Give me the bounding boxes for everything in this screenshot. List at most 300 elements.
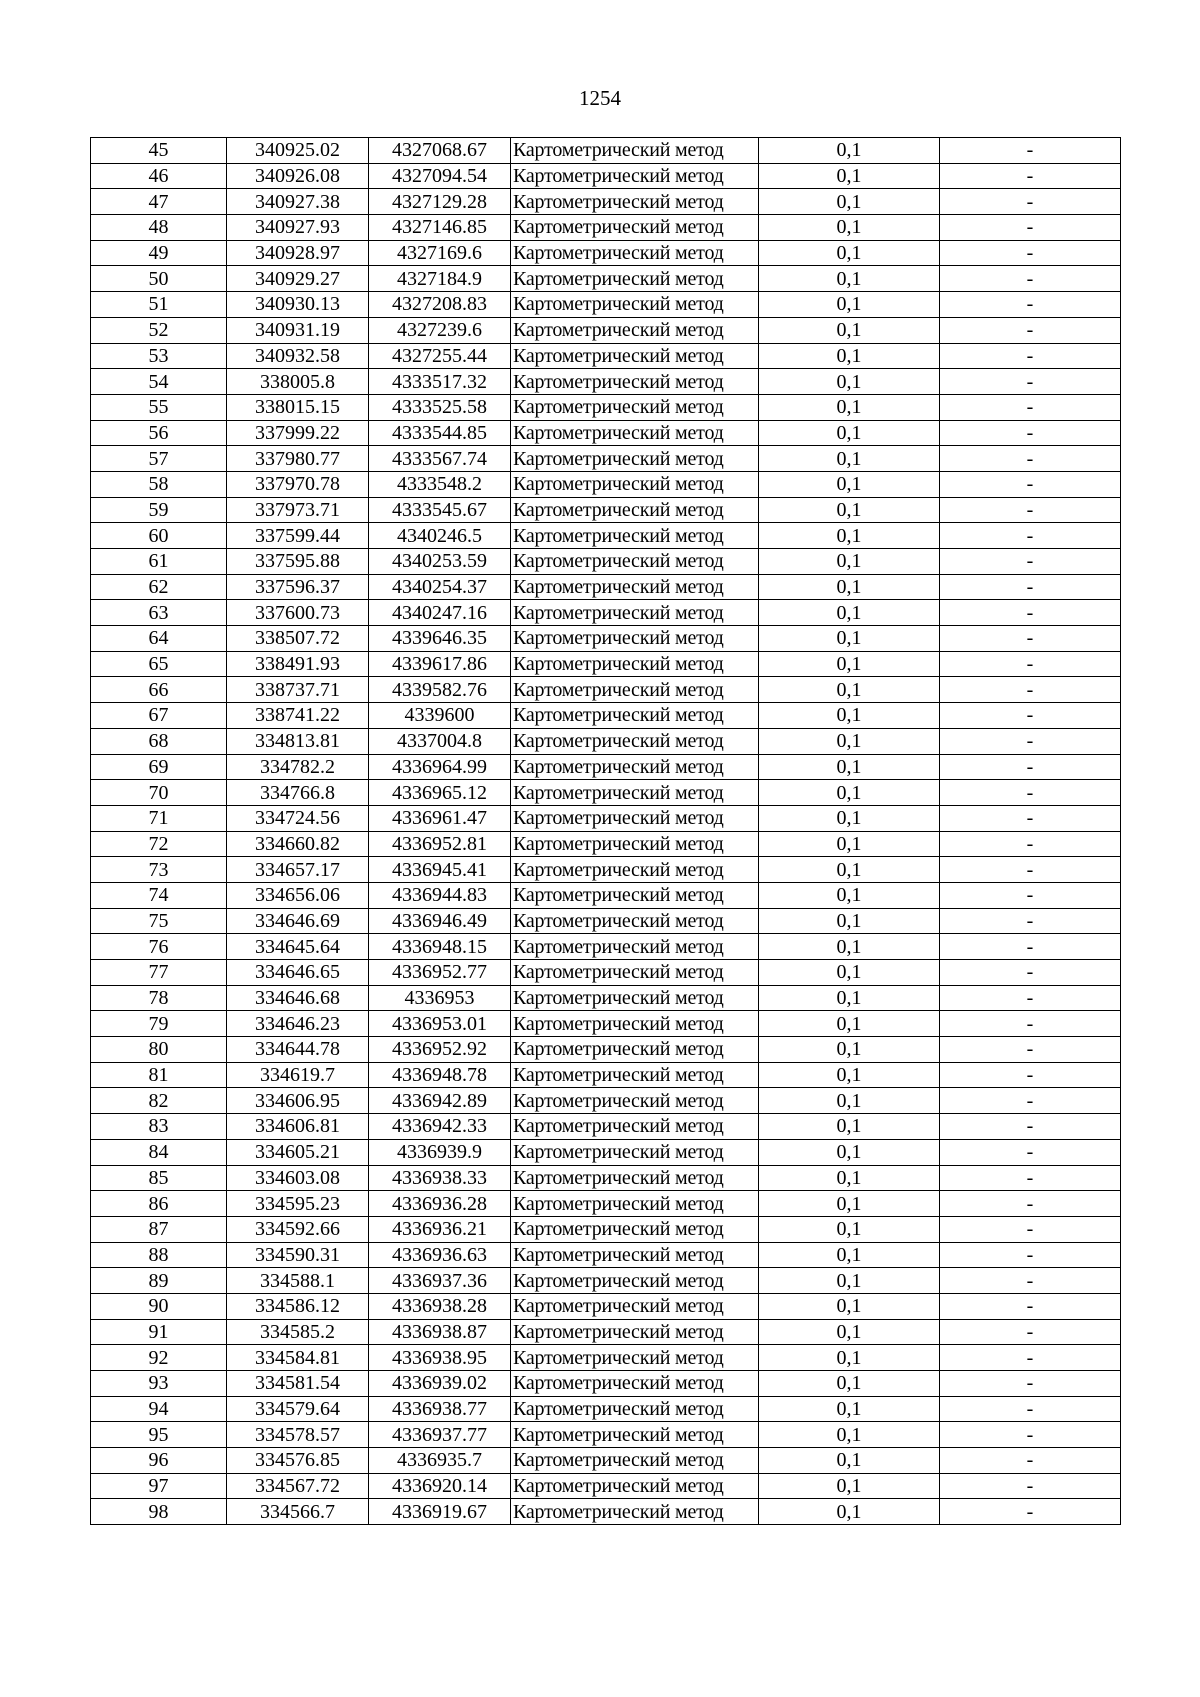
note-cell: - xyxy=(940,882,1121,908)
y-coordinate-cell: 4333525.58 xyxy=(369,394,511,420)
table-row xyxy=(91,805,1121,831)
table-row xyxy=(91,394,1121,420)
x-coordinate-cell: 338491.93 xyxy=(227,651,369,677)
point-number-cell: 85 xyxy=(91,1165,227,1191)
accuracy-cell: 0,1 xyxy=(759,343,940,369)
note-cell: - xyxy=(940,549,1121,575)
x-coordinate-cell: 334605.21 xyxy=(227,1139,369,1165)
note-cell: - xyxy=(940,805,1121,831)
accuracy-cell: 0,1 xyxy=(759,1165,940,1191)
table-row xyxy=(91,1062,1121,1088)
accuracy-cell: 0,1 xyxy=(759,1499,940,1525)
accuracy-cell: 0,1 xyxy=(759,292,940,318)
y-coordinate-cell: 4336953 xyxy=(369,985,511,1011)
x-coordinate-cell: 337973.71 xyxy=(227,497,369,523)
point-number-cell: 83 xyxy=(91,1114,227,1140)
y-coordinate-cell: 4336944.83 xyxy=(369,882,511,908)
y-coordinate-cell: 4340253.59 xyxy=(369,549,511,575)
accuracy-cell: 0,1 xyxy=(759,600,940,626)
table-row xyxy=(91,1011,1121,1037)
y-coordinate-cell: 4336946.49 xyxy=(369,908,511,934)
point-number-cell: 86 xyxy=(91,1191,227,1217)
note-cell: - xyxy=(940,1216,1121,1242)
accuracy-cell: 0,1 xyxy=(759,985,940,1011)
method-cell: Картометрический метод xyxy=(511,1371,759,1397)
table-row xyxy=(91,600,1121,626)
method-cell: Картометрический метод xyxy=(511,1242,759,1268)
x-coordinate-cell: 337999.22 xyxy=(227,420,369,446)
note-cell: - xyxy=(940,857,1121,883)
point-number-cell: 60 xyxy=(91,523,227,549)
table-row xyxy=(91,908,1121,934)
method-cell: Картометрический метод xyxy=(511,1422,759,1448)
x-coordinate-cell: 337600.73 xyxy=(227,600,369,626)
note-cell: - xyxy=(940,240,1121,266)
y-coordinate-cell: 4336937.36 xyxy=(369,1268,511,1294)
accuracy-cell: 0,1 xyxy=(759,805,940,831)
method-cell: Картометрический метод xyxy=(511,703,759,729)
table-row xyxy=(91,754,1121,780)
x-coordinate-cell: 337970.78 xyxy=(227,471,369,497)
table-row xyxy=(91,471,1121,497)
accuracy-cell: 0,1 xyxy=(759,728,940,754)
y-coordinate-cell: 4336948.78 xyxy=(369,1062,511,1088)
note-cell: - xyxy=(940,189,1121,215)
table-row xyxy=(91,369,1121,395)
method-cell: Картометрический метод xyxy=(511,728,759,754)
accuracy-cell: 0,1 xyxy=(759,1319,940,1345)
point-number-cell: 94 xyxy=(91,1396,227,1422)
method-cell: Картометрический метод xyxy=(511,292,759,318)
x-coordinate-cell: 334644.78 xyxy=(227,1037,369,1063)
method-cell: Картометрический метод xyxy=(511,497,759,523)
table-row xyxy=(91,446,1121,472)
table-row xyxy=(91,1448,1121,1474)
point-number-cell: 93 xyxy=(91,1371,227,1397)
table-row xyxy=(91,1371,1121,1397)
table-row xyxy=(91,1114,1121,1140)
x-coordinate-cell: 340931.19 xyxy=(227,317,369,343)
point-number-cell: 81 xyxy=(91,1062,227,1088)
y-coordinate-cell: 4337004.8 xyxy=(369,728,511,754)
accuracy-cell: 0,1 xyxy=(759,574,940,600)
x-coordinate-cell: 338737.71 xyxy=(227,677,369,703)
table-row xyxy=(91,497,1121,523)
table-row xyxy=(91,1319,1121,1345)
x-coordinate-cell: 334579.64 xyxy=(227,1396,369,1422)
y-coordinate-cell: 4340246.5 xyxy=(369,523,511,549)
point-number-cell: 47 xyxy=(91,189,227,215)
point-number-cell: 76 xyxy=(91,934,227,960)
accuracy-cell: 0,1 xyxy=(759,1473,940,1499)
method-cell: Картометрический метод xyxy=(511,1473,759,1499)
note-cell: - xyxy=(940,317,1121,343)
y-coordinate-cell: 4327094.54 xyxy=(369,163,511,189)
accuracy-cell: 0,1 xyxy=(759,1293,940,1319)
x-coordinate-cell: 334646.69 xyxy=(227,908,369,934)
x-coordinate-cell: 334619.7 xyxy=(227,1062,369,1088)
point-number-cell: 59 xyxy=(91,497,227,523)
coordinates-table-body xyxy=(91,138,1121,1525)
note-cell: - xyxy=(940,574,1121,600)
table-row xyxy=(91,138,1121,164)
point-number-cell: 57 xyxy=(91,446,227,472)
point-number-cell: 96 xyxy=(91,1448,227,1474)
point-number-cell: 88 xyxy=(91,1242,227,1268)
y-coordinate-cell: 4339617.86 xyxy=(369,651,511,677)
method-cell: Картометрический метод xyxy=(511,1088,759,1114)
method-cell: Картометрический метод xyxy=(511,420,759,446)
note-cell: - xyxy=(940,754,1121,780)
point-number-cell: 91 xyxy=(91,1319,227,1345)
x-coordinate-cell: 334584.81 xyxy=(227,1345,369,1371)
table-row xyxy=(91,1396,1121,1422)
note-cell: - xyxy=(940,343,1121,369)
point-number-cell: 56 xyxy=(91,420,227,446)
y-coordinate-cell: 4327129.28 xyxy=(369,189,511,215)
y-coordinate-cell: 4336945.41 xyxy=(369,857,511,883)
y-coordinate-cell: 4327208.83 xyxy=(369,292,511,318)
y-coordinate-cell: 4336936.28 xyxy=(369,1191,511,1217)
x-coordinate-cell: 338507.72 xyxy=(227,626,369,652)
y-coordinate-cell: 4333545.67 xyxy=(369,497,511,523)
accuracy-cell: 0,1 xyxy=(759,1139,940,1165)
y-coordinate-cell: 4340247.16 xyxy=(369,600,511,626)
table-row xyxy=(91,1216,1121,1242)
point-number-cell: 61 xyxy=(91,549,227,575)
method-cell: Картометрический метод xyxy=(511,240,759,266)
point-number-cell: 82 xyxy=(91,1088,227,1114)
x-coordinate-cell: 334646.23 xyxy=(227,1011,369,1037)
y-coordinate-cell: 4336920.14 xyxy=(369,1473,511,1499)
method-cell: Картометрический метод xyxy=(511,1062,759,1088)
note-cell: - xyxy=(940,1396,1121,1422)
note-cell: - xyxy=(940,471,1121,497)
table-row xyxy=(91,1191,1121,1217)
note-cell: - xyxy=(940,1114,1121,1140)
x-coordinate-cell: 334645.64 xyxy=(227,934,369,960)
x-coordinate-cell: 334766.8 xyxy=(227,780,369,806)
note-cell: - xyxy=(940,292,1121,318)
note-cell: - xyxy=(940,908,1121,934)
point-number-cell: 70 xyxy=(91,780,227,806)
x-coordinate-cell: 334646.68 xyxy=(227,985,369,1011)
y-coordinate-cell: 4327146.85 xyxy=(369,215,511,241)
x-coordinate-cell: 334592.66 xyxy=(227,1216,369,1242)
y-coordinate-cell: 4333544.85 xyxy=(369,420,511,446)
accuracy-cell: 0,1 xyxy=(759,317,940,343)
x-coordinate-cell: 340927.93 xyxy=(227,215,369,241)
accuracy-cell: 0,1 xyxy=(759,1345,940,1371)
point-number-cell: 71 xyxy=(91,805,227,831)
table-row xyxy=(91,574,1121,600)
x-coordinate-cell: 334588.1 xyxy=(227,1268,369,1294)
accuracy-cell: 0,1 xyxy=(759,1371,940,1397)
method-cell: Картометрический метод xyxy=(511,754,759,780)
method-cell: Картометрический метод xyxy=(511,1268,759,1294)
point-number-cell: 74 xyxy=(91,882,227,908)
point-number-cell: 55 xyxy=(91,394,227,420)
point-number-cell: 46 xyxy=(91,163,227,189)
table-row xyxy=(91,677,1121,703)
y-coordinate-cell: 4327255.44 xyxy=(369,343,511,369)
point-number-cell: 84 xyxy=(91,1139,227,1165)
note-cell: - xyxy=(940,1293,1121,1319)
method-cell: Картометрический метод xyxy=(511,215,759,241)
table-row xyxy=(91,292,1121,318)
method-cell: Картометрический метод xyxy=(511,600,759,626)
note-cell: - xyxy=(940,215,1121,241)
y-coordinate-cell: 4333567.74 xyxy=(369,446,511,472)
x-coordinate-cell: 334586.12 xyxy=(227,1293,369,1319)
accuracy-cell: 0,1 xyxy=(759,1242,940,1268)
point-number-cell: 66 xyxy=(91,677,227,703)
y-coordinate-cell: 4336938.77 xyxy=(369,1396,511,1422)
method-cell: Картометрический метод xyxy=(511,549,759,575)
x-coordinate-cell: 340928.97 xyxy=(227,240,369,266)
y-coordinate-cell: 4336938.33 xyxy=(369,1165,511,1191)
accuracy-cell: 0,1 xyxy=(759,626,940,652)
x-coordinate-cell: 340930.13 xyxy=(227,292,369,318)
y-coordinate-cell: 4336937.77 xyxy=(369,1422,511,1448)
accuracy-cell: 0,1 xyxy=(759,703,940,729)
point-number-cell: 51 xyxy=(91,292,227,318)
y-coordinate-cell: 4336938.95 xyxy=(369,1345,511,1371)
method-cell: Картометрический метод xyxy=(511,960,759,986)
note-cell: - xyxy=(940,1422,1121,1448)
x-coordinate-cell: 334724.56 xyxy=(227,805,369,831)
y-coordinate-cell: 4336919.67 xyxy=(369,1499,511,1525)
x-coordinate-cell: 337599.44 xyxy=(227,523,369,549)
method-cell: Картометрический метод xyxy=(511,677,759,703)
note-cell: - xyxy=(940,1088,1121,1114)
accuracy-cell: 0,1 xyxy=(759,1191,940,1217)
method-cell: Картометрический метод xyxy=(511,523,759,549)
table-row xyxy=(91,343,1121,369)
x-coordinate-cell: 334606.95 xyxy=(227,1088,369,1114)
note-cell: - xyxy=(940,163,1121,189)
y-coordinate-cell: 4339582.76 xyxy=(369,677,511,703)
accuracy-cell: 0,1 xyxy=(759,523,940,549)
method-cell: Картометрический метод xyxy=(511,471,759,497)
accuracy-cell: 0,1 xyxy=(759,1037,940,1063)
accuracy-cell: 0,1 xyxy=(759,1216,940,1242)
note-cell: - xyxy=(940,1165,1121,1191)
x-coordinate-cell: 334585.2 xyxy=(227,1319,369,1345)
coordinates-table xyxy=(90,137,1121,1525)
y-coordinate-cell: 4327068.67 xyxy=(369,138,511,164)
note-cell: - xyxy=(940,369,1121,395)
accuracy-cell: 0,1 xyxy=(759,1268,940,1294)
table-row xyxy=(91,163,1121,189)
accuracy-cell: 0,1 xyxy=(759,1422,940,1448)
point-number-cell: 64 xyxy=(91,626,227,652)
note-cell: - xyxy=(940,446,1121,472)
note-cell: - xyxy=(940,934,1121,960)
accuracy-cell: 0,1 xyxy=(759,497,940,523)
x-coordinate-cell: 340927.38 xyxy=(227,189,369,215)
point-number-cell: 62 xyxy=(91,574,227,600)
x-coordinate-cell: 338005.8 xyxy=(227,369,369,395)
accuracy-cell: 0,1 xyxy=(759,420,940,446)
accuracy-cell: 0,1 xyxy=(759,1011,940,1037)
table-row xyxy=(91,1422,1121,1448)
method-cell: Картометрический метод xyxy=(511,369,759,395)
method-cell: Картометрический метод xyxy=(511,934,759,960)
table-row xyxy=(91,1499,1121,1525)
y-coordinate-cell: 4336936.21 xyxy=(369,1216,511,1242)
note-cell: - xyxy=(940,1268,1121,1294)
point-number-cell: 75 xyxy=(91,908,227,934)
table-row xyxy=(91,1473,1121,1499)
note-cell: - xyxy=(940,523,1121,549)
accuracy-cell: 0,1 xyxy=(759,189,940,215)
method-cell: Картометрический метод xyxy=(511,1499,759,1525)
method-cell: Картометрический метод xyxy=(511,446,759,472)
x-coordinate-cell: 340926.08 xyxy=(227,163,369,189)
y-coordinate-cell: 4336938.28 xyxy=(369,1293,511,1319)
y-coordinate-cell: 4340254.37 xyxy=(369,574,511,600)
x-coordinate-cell: 334660.82 xyxy=(227,831,369,857)
method-cell: Картометрический метод xyxy=(511,882,759,908)
table-row xyxy=(91,549,1121,575)
point-number-cell: 53 xyxy=(91,343,227,369)
x-coordinate-cell: 338015.15 xyxy=(227,394,369,420)
table-row xyxy=(91,215,1121,241)
accuracy-cell: 0,1 xyxy=(759,1114,940,1140)
point-number-cell: 80 xyxy=(91,1037,227,1063)
note-cell: - xyxy=(940,831,1121,857)
table-row xyxy=(91,240,1121,266)
note-cell: - xyxy=(940,1371,1121,1397)
note-cell: - xyxy=(940,1499,1121,1525)
table-row xyxy=(91,780,1121,806)
x-coordinate-cell: 334595.23 xyxy=(227,1191,369,1217)
x-coordinate-cell: 340929.27 xyxy=(227,266,369,292)
note-cell: - xyxy=(940,394,1121,420)
y-coordinate-cell: 4336942.33 xyxy=(369,1114,511,1140)
point-number-cell: 72 xyxy=(91,831,227,857)
method-cell: Картометрический метод xyxy=(511,1011,759,1037)
note-cell: - xyxy=(940,960,1121,986)
accuracy-cell: 0,1 xyxy=(759,138,940,164)
accuracy-cell: 0,1 xyxy=(759,780,940,806)
table-row xyxy=(91,831,1121,857)
x-coordinate-cell: 334657.17 xyxy=(227,857,369,883)
method-cell: Картометрический метод xyxy=(511,1191,759,1217)
point-number-cell: 52 xyxy=(91,317,227,343)
note-cell: - xyxy=(940,677,1121,703)
method-cell: Картометрический метод xyxy=(511,163,759,189)
x-coordinate-cell: 334590.31 xyxy=(227,1242,369,1268)
accuracy-cell: 0,1 xyxy=(759,677,940,703)
accuracy-cell: 0,1 xyxy=(759,215,940,241)
point-number-cell: 78 xyxy=(91,985,227,1011)
method-cell: Картометрический метод xyxy=(511,343,759,369)
accuracy-cell: 0,1 xyxy=(759,831,940,857)
accuracy-cell: 0,1 xyxy=(759,1396,940,1422)
x-coordinate-cell: 337595.88 xyxy=(227,549,369,575)
y-coordinate-cell: 4336942.89 xyxy=(369,1088,511,1114)
note-cell: - xyxy=(940,138,1121,164)
table-row xyxy=(91,1165,1121,1191)
method-cell: Картометрический метод xyxy=(511,1396,759,1422)
method-cell: Картометрический метод xyxy=(511,317,759,343)
accuracy-cell: 0,1 xyxy=(759,369,940,395)
method-cell: Картометрический метод xyxy=(511,651,759,677)
point-number-cell: 69 xyxy=(91,754,227,780)
note-cell: - xyxy=(940,1242,1121,1268)
y-coordinate-cell: 4336961.47 xyxy=(369,805,511,831)
y-coordinate-cell: 4336936.63 xyxy=(369,1242,511,1268)
x-coordinate-cell: 337596.37 xyxy=(227,574,369,600)
method-cell: Картометрический метод xyxy=(511,1165,759,1191)
method-cell: Картометрический метод xyxy=(511,626,759,652)
table-row xyxy=(91,1037,1121,1063)
x-coordinate-cell: 334581.54 xyxy=(227,1371,369,1397)
y-coordinate-cell: 4336965.12 xyxy=(369,780,511,806)
accuracy-cell: 0,1 xyxy=(759,1062,940,1088)
table-row xyxy=(91,651,1121,677)
note-cell: - xyxy=(940,1319,1121,1345)
accuracy-cell: 0,1 xyxy=(759,908,940,934)
table-row xyxy=(91,703,1121,729)
accuracy-cell: 0,1 xyxy=(759,1088,940,1114)
x-coordinate-cell: 340932.58 xyxy=(227,343,369,369)
method-cell: Картометрический метод xyxy=(511,857,759,883)
method-cell: Картометрический метод xyxy=(511,1448,759,1474)
y-coordinate-cell: 4336952.92 xyxy=(369,1037,511,1063)
table-row xyxy=(91,1088,1121,1114)
point-number-cell: 63 xyxy=(91,600,227,626)
y-coordinate-cell: 4339646.35 xyxy=(369,626,511,652)
page-number: 1254 xyxy=(579,86,621,110)
x-coordinate-cell: 334576.85 xyxy=(227,1448,369,1474)
point-number-cell: 68 xyxy=(91,728,227,754)
accuracy-cell: 0,1 xyxy=(759,394,940,420)
note-cell: - xyxy=(940,985,1121,1011)
point-number-cell: 45 xyxy=(91,138,227,164)
method-cell: Картометрический метод xyxy=(511,1319,759,1345)
method-cell: Картометрический метод xyxy=(511,985,759,1011)
table-row xyxy=(91,857,1121,883)
method-cell: Картометрический метод xyxy=(511,1345,759,1371)
table-row xyxy=(91,882,1121,908)
x-coordinate-cell: 340925.02 xyxy=(227,138,369,164)
point-number-cell: 54 xyxy=(91,369,227,395)
point-number-cell: 97 xyxy=(91,1473,227,1499)
note-cell: - xyxy=(940,420,1121,446)
x-coordinate-cell: 338741.22 xyxy=(227,703,369,729)
method-cell: Картометрический метод xyxy=(511,805,759,831)
table-row xyxy=(91,266,1121,292)
table-row xyxy=(91,985,1121,1011)
table-row xyxy=(91,1268,1121,1294)
note-cell: - xyxy=(940,780,1121,806)
note-cell: - xyxy=(940,626,1121,652)
accuracy-cell: 0,1 xyxy=(759,651,940,677)
x-coordinate-cell: 334656.06 xyxy=(227,882,369,908)
table-row xyxy=(91,934,1121,960)
y-coordinate-cell: 4336952.81 xyxy=(369,831,511,857)
method-cell: Картометрический метод xyxy=(511,1293,759,1319)
y-coordinate-cell: 4336939.02 xyxy=(369,1371,511,1397)
note-cell: - xyxy=(940,703,1121,729)
table-row xyxy=(91,1293,1121,1319)
table-row xyxy=(91,626,1121,652)
y-coordinate-cell: 4327184.9 xyxy=(369,266,511,292)
method-cell: Картометрический метод xyxy=(511,1216,759,1242)
